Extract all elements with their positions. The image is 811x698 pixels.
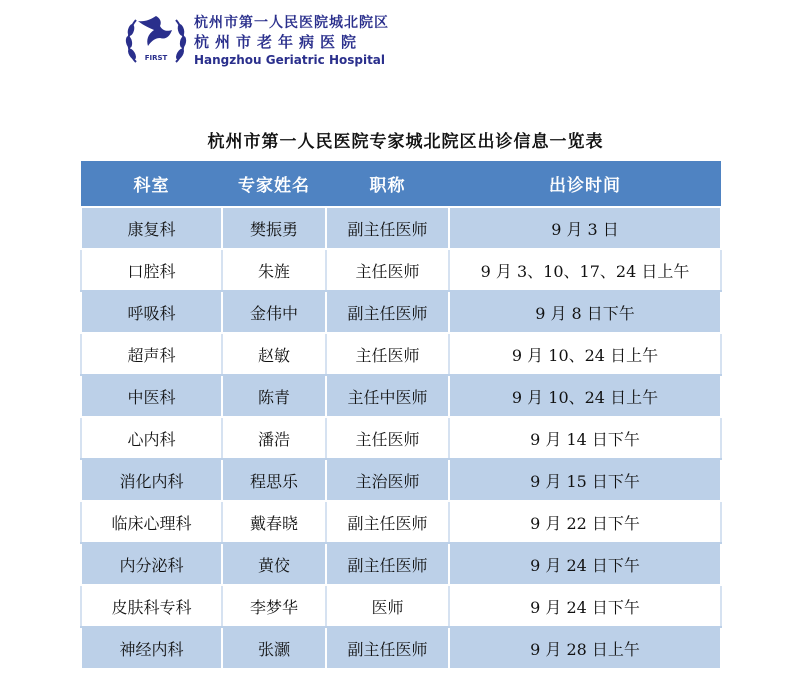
hospital-emblem-icon [122,10,190,72]
cell-clinic-time: 9 月 10、24 日上午 [449,333,721,375]
table-row [81,459,721,501]
logo-hospital-name: 杭州市第一人民医院城北院区 [194,15,389,31]
cell-doctor-name: 李梦华 [222,585,326,627]
cell-title: 副主任医师 [326,291,449,333]
cell-doctor-name: 陈青 [222,375,326,417]
cell-department: 神经内科 [81,627,222,669]
cell-clinic-time: 9 月 24 日下午 [449,585,721,627]
cell-title: 副主任医师 [326,207,449,249]
cell-title: 主任医师 [326,333,449,375]
table-row [81,417,721,459]
cell-department: 临床心理科 [81,501,222,543]
table-row [81,333,721,375]
cell-clinic-time: 9 月 14 日下午 [449,417,721,459]
table-row [81,375,721,417]
logo-text [194,14,389,68]
cell-department: 呼吸科 [81,291,222,333]
header-department: 科室 [81,161,222,207]
cell-clinic-time: 9 月 3、10、17、24 日上午 [449,249,721,291]
header-clinic-time: 出诊时间 [449,161,721,207]
header-doctor-name: 专家姓名 [222,161,326,207]
cell-doctor-name: 戴春晓 [222,501,326,543]
cell-department: 中医科 [81,375,222,417]
cell-doctor-name: 赵敏 [222,333,326,375]
cell-doctor-name: 金伟中 [222,291,326,333]
table-row [81,291,721,333]
cell-title: 主任医师 [326,249,449,291]
cell-title: 主任中医师 [326,375,449,417]
cell-clinic-time: 9 月 22 日下午 [449,501,721,543]
table-header-row [81,161,721,207]
cell-department: 消化内科 [81,459,222,501]
cell-department: 内分泌科 [81,543,222,585]
page-title: 杭州市第一人民医院专家城北院区出诊信息一览表 [207,132,604,152]
cell-title: 医师 [326,585,449,627]
header-title: 职称 [326,161,449,207]
cell-doctor-name: 朱旌 [222,249,326,291]
cell-clinic-time: 9 月 3 日 [449,207,721,249]
cell-title: 副主任医师 [326,543,449,585]
cell-title: 副主任医师 [326,627,449,669]
cell-clinic-time: 9 月 24 日下午 [449,543,721,585]
logo-english-name: Hangzhou Geriatric Hospital [194,53,386,67]
cell-doctor-name: 张灏 [222,627,326,669]
table-row [81,207,721,249]
cell-title: 主治医师 [326,459,449,501]
table-row [81,249,721,291]
clinic-schedule-table [80,161,722,670]
cell-clinic-time: 9 月 15 日下午 [449,459,721,501]
cell-department: 皮肤科专科 [81,585,222,627]
table-row [81,585,721,627]
cell-title: 主任医师 [326,417,449,459]
cell-title: 副主任医师 [326,501,449,543]
cell-doctor-name: 樊振勇 [222,207,326,249]
cell-department: 超声科 [81,333,222,375]
cell-doctor-name: 潘浩 [222,417,326,459]
hospital-logo [122,10,392,74]
table-row [81,543,721,585]
table-row [81,627,721,669]
cell-clinic-time: 9 月 8 日下午 [449,291,721,333]
logo-hospital-alt-name: 杭州市老年病医院 [194,33,363,51]
table-row [81,501,721,543]
svg-text:FIRST: FIRST [144,54,168,62]
cell-department: 康复科 [81,207,222,249]
cell-clinic-time: 9 月 28 日上午 [449,627,721,669]
cell-department: 口腔科 [81,249,222,291]
cell-clinic-time: 9 月 10、24 日上午 [449,375,721,417]
cell-doctor-name: 程思乐 [222,459,326,501]
cell-doctor-name: 黄佼 [222,543,326,585]
cell-department: 心内科 [81,417,222,459]
